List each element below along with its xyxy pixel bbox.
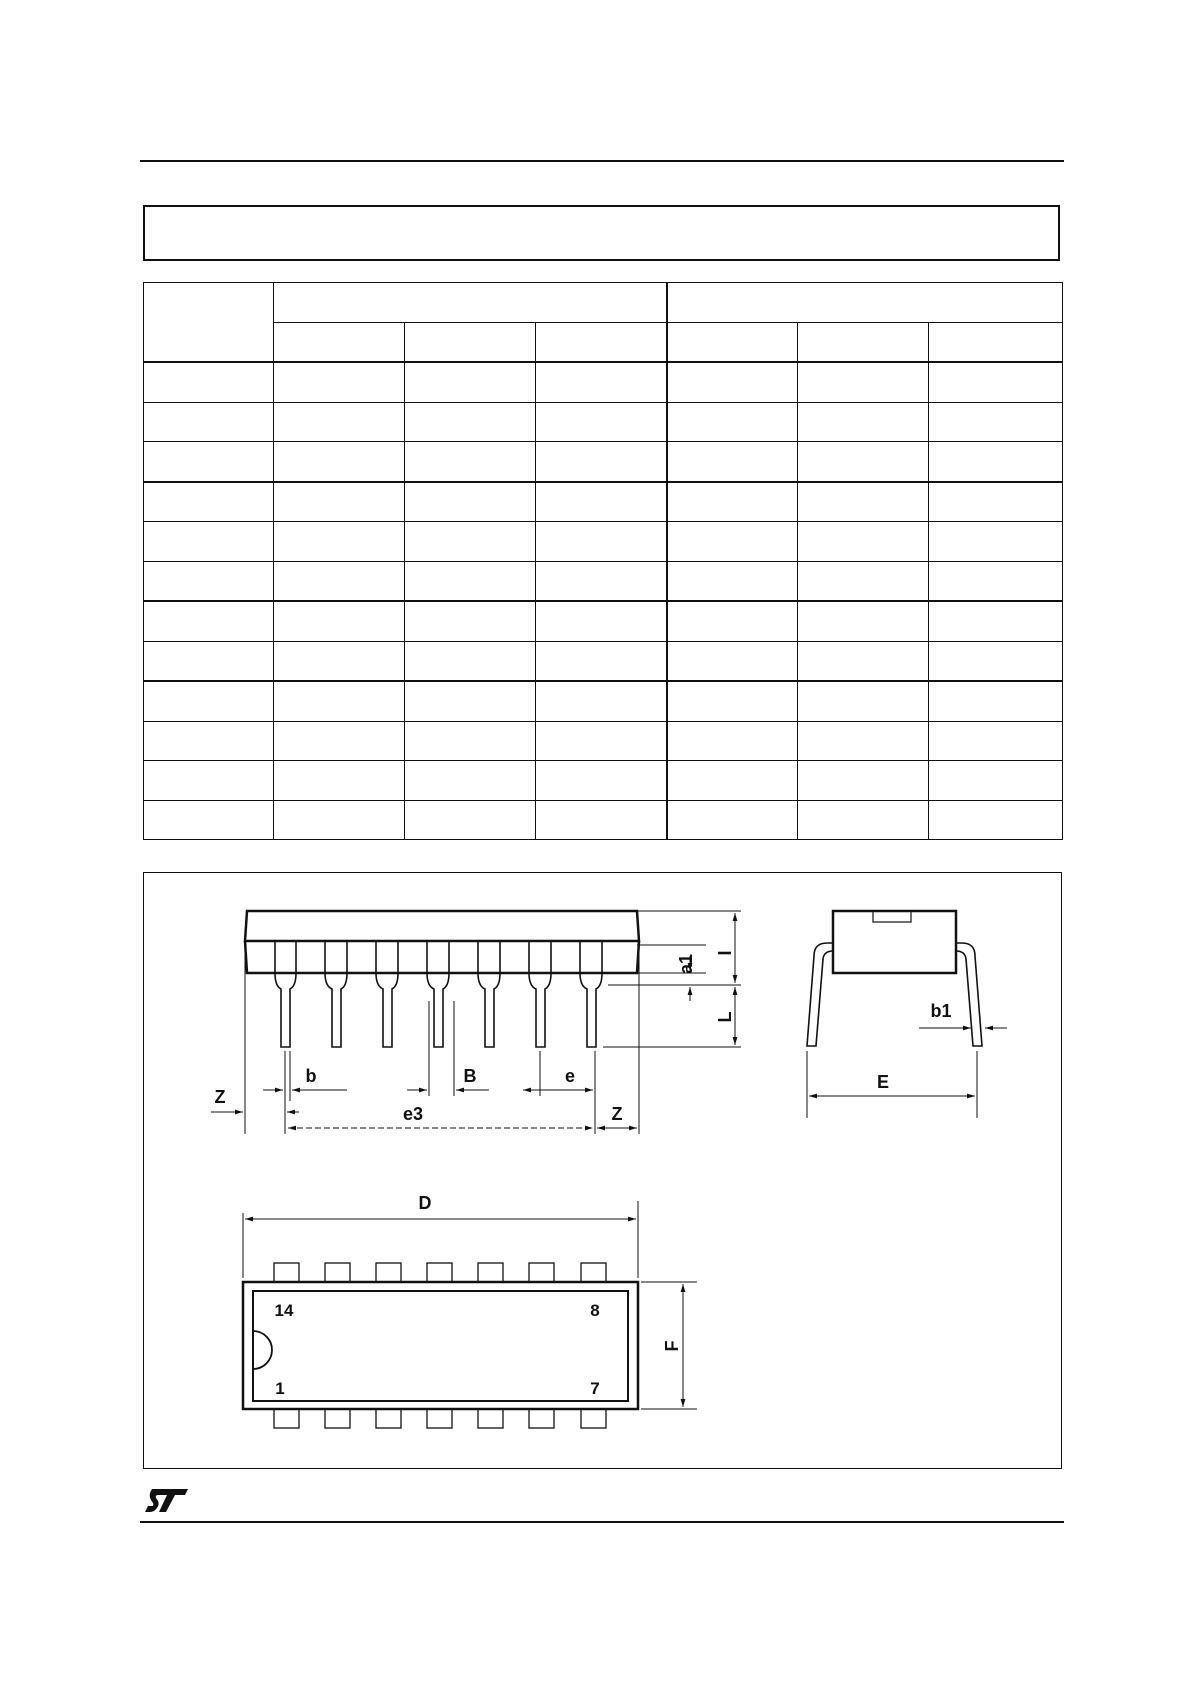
table-cell <box>536 800 667 840</box>
table-cell <box>929 800 1063 840</box>
table-row <box>144 522 1063 562</box>
table-cell <box>405 641 536 681</box>
table-cell <box>274 402 405 442</box>
label-pin-8: 8 <box>590 1301 600 1320</box>
label-Z-right: Z <box>611 1104 623 1124</box>
table-cell <box>405 601 536 641</box>
table-cell <box>798 641 929 681</box>
table-cell <box>667 442 798 482</box>
table-cell <box>536 601 667 641</box>
header-inch-cell <box>667 283 1063 323</box>
table-cell <box>144 721 274 761</box>
table-cell <box>274 601 405 641</box>
table-cell <box>536 522 667 562</box>
table-cell <box>405 522 536 562</box>
table-cell <box>405 482 536 522</box>
table-cell <box>667 402 798 442</box>
label-F: F <box>662 1340 682 1352</box>
header-typ-cell <box>798 322 929 362</box>
package-outline-drawing <box>144 873 1063 1470</box>
dip-leads <box>275 941 602 1047</box>
table-cell <box>536 482 667 522</box>
table-cell <box>536 641 667 681</box>
table-row <box>144 561 1063 601</box>
table-cell <box>929 681 1063 721</box>
table-row <box>144 641 1063 681</box>
table-cell <box>144 561 274 601</box>
table-cell <box>798 800 929 840</box>
table-cell <box>536 561 667 601</box>
label-pin-1: 1 <box>275 1379 285 1398</box>
table-header-row <box>144 283 1063 323</box>
table-row <box>144 681 1063 721</box>
table-cell <box>405 761 536 801</box>
table-cell <box>405 721 536 761</box>
table-cell <box>274 800 405 840</box>
table-cell <box>929 641 1063 681</box>
table-cell <box>929 482 1063 522</box>
label-e3: e3 <box>402 1104 424 1124</box>
table-cell <box>667 681 798 721</box>
label-a1: a1 <box>676 953 696 975</box>
table-cell <box>798 482 929 522</box>
table-cell <box>929 561 1063 601</box>
table-cell <box>144 482 274 522</box>
table-cell <box>405 402 536 442</box>
dimensions-table <box>143 282 1063 840</box>
table-cell <box>798 761 929 801</box>
header-mm-cell <box>274 283 667 323</box>
header-min-cell <box>667 322 798 362</box>
header-max-cell <box>929 322 1063 362</box>
table-cell <box>667 561 798 601</box>
table-cell <box>144 402 274 442</box>
table-cell <box>798 561 929 601</box>
label-pin-14: 14 <box>274 1301 294 1320</box>
table-cell <box>798 601 929 641</box>
table-cell <box>798 522 929 562</box>
table-row <box>144 800 1063 840</box>
label-e: e <box>564 1066 576 1086</box>
table-cell <box>798 681 929 721</box>
table-cell <box>536 362 667 402</box>
table-cell <box>929 721 1063 761</box>
table-cell <box>667 482 798 522</box>
table-row <box>144 362 1063 402</box>
table-cell <box>798 442 929 482</box>
table-cell <box>274 442 405 482</box>
table-cell <box>144 761 274 801</box>
table-subheader-row <box>144 322 1063 362</box>
table-cell <box>405 800 536 840</box>
table-cell <box>144 800 274 840</box>
table-cell <box>536 721 667 761</box>
table-cell <box>405 561 536 601</box>
table-cell <box>536 442 667 482</box>
table-cell <box>274 482 405 522</box>
table-cell <box>667 761 798 801</box>
table-cell <box>929 761 1063 801</box>
table-cell <box>536 761 667 801</box>
label-Z-left: Z <box>214 1087 226 1107</box>
label-I: I <box>715 950 735 956</box>
table-cell <box>536 402 667 442</box>
table-cell <box>798 362 929 402</box>
table-row <box>144 402 1063 442</box>
table-row <box>144 761 1063 801</box>
table-cell <box>144 681 274 721</box>
table-cell <box>144 522 274 562</box>
table-cell <box>405 442 536 482</box>
table-cell <box>274 362 405 402</box>
table-title-box <box>143 205 1060 261</box>
header-min-cell <box>274 322 405 362</box>
label-pin-7: 7 <box>590 1379 600 1398</box>
table-cell <box>929 601 1063 641</box>
table-cell <box>536 681 667 721</box>
table-row <box>144 721 1063 761</box>
table-cell <box>274 761 405 801</box>
table-cell <box>667 800 798 840</box>
table-cell <box>274 641 405 681</box>
table-cell <box>144 601 274 641</box>
table-cell <box>667 721 798 761</box>
table-cell <box>667 522 798 562</box>
label-L: L <box>715 1011 735 1023</box>
table-cell <box>667 362 798 402</box>
table-cell <box>274 721 405 761</box>
table-cell <box>929 442 1063 482</box>
table-cell <box>144 442 274 482</box>
footer-rule <box>140 1521 1064 1523</box>
table-cell <box>405 681 536 721</box>
label-b: b <box>305 1066 317 1086</box>
table-cell <box>405 362 536 402</box>
table-row <box>144 442 1063 482</box>
table-cell <box>929 402 1063 442</box>
package-drawing-box <box>143 872 1062 1469</box>
table-cell <box>274 561 405 601</box>
st-logo <box>144 1487 190 1518</box>
table-cell <box>274 681 405 721</box>
table-cell <box>929 362 1063 402</box>
table-cell <box>798 402 929 442</box>
table-cell <box>798 721 929 761</box>
table-row <box>144 482 1063 522</box>
table-cell <box>667 601 798 641</box>
table-cell <box>144 641 274 681</box>
header-max-cell <box>536 322 667 362</box>
header-rule <box>140 160 1064 162</box>
table-cell <box>929 522 1063 562</box>
table-row <box>144 601 1063 641</box>
table-cell <box>274 522 405 562</box>
header-dim-cell <box>144 283 274 363</box>
table-cell <box>667 641 798 681</box>
dip-top-view <box>243 1201 697 1428</box>
label-E: E <box>876 1072 890 1092</box>
label-B: B <box>463 1066 477 1086</box>
label-D: D <box>418 1193 432 1213</box>
label-b1: b1 <box>930 1001 952 1021</box>
header-typ-cell <box>405 322 536 362</box>
table-cell <box>144 362 274 402</box>
dip-end-view <box>807 911 1007 1118</box>
